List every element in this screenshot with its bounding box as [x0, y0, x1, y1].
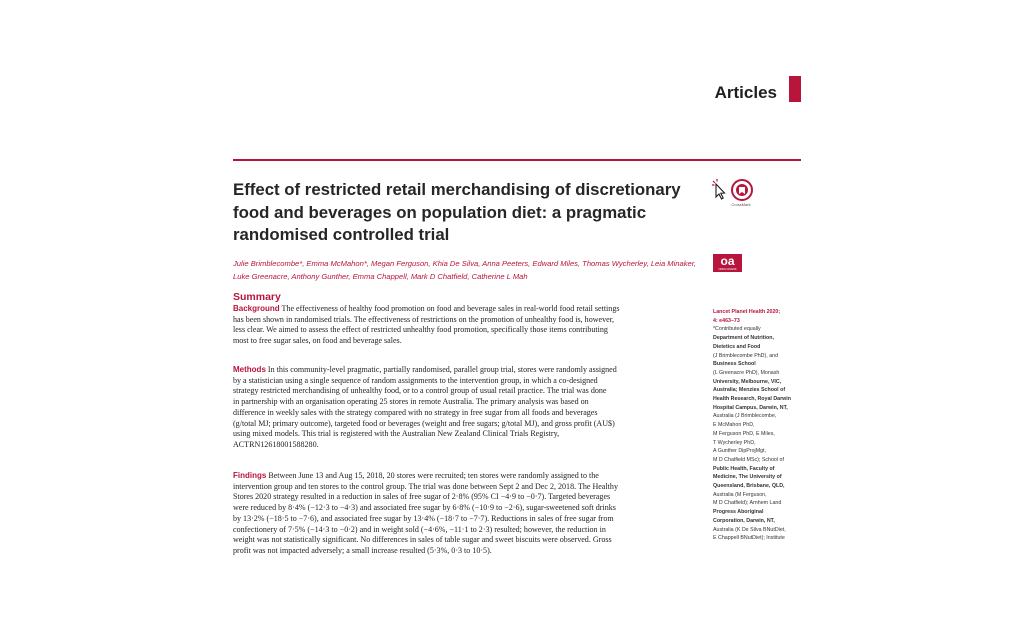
- citation-line: Lancet Planet Health 2020;: [713, 309, 781, 315]
- findings-heading: Findings: [233, 471, 267, 480]
- findings-line: intervention group and ten stores to the control group. The trial was done between Sept 2 and Dec 2, 2018. The Healthy: [233, 481, 618, 491]
- methods-line: strategy restricted merchandising of unhealthy food, or to a control group of usual retail practice. The trial was done: [233, 386, 607, 396]
- affiliations: [713, 334, 808, 543]
- affiliation-line: Dietetics and Food: [713, 343, 761, 350]
- findings-line: confectionery of 7·5% (−14·3 to −0·2) and in weight sold (−4·6%, −11·1 to 2·3) resulted; however, the reduction in: [233, 524, 606, 534]
- open-access-label: oa: [720, 254, 735, 268]
- affiliation-line: M D Chatfield MSc); School of: [713, 456, 784, 463]
- methods-text: In this community-level pragmatic, partially randomised, parallel group trial, stores were randomly assigned: [265, 365, 617, 374]
- methods-line: difference in weekly sales with the strategy compared with no strategy in free sugar from all foods and beverages: [233, 407, 598, 417]
- citation-line: 4: e463–73: [713, 317, 740, 324]
- findings-line: weight was not statistically significant. No differences in sales of table sugar and sweet biscuits were observed. Gross: [233, 535, 612, 545]
- methods-line-1: [233, 365, 705, 376]
- affiliation-line: E McMahon PhD,: [713, 422, 755, 429]
- affiliation-line: University, Melbourne, VIC,: [713, 378, 782, 385]
- sidebar: [713, 308, 808, 543]
- affiliation-line: (L Greenacre PhD), Monash: [713, 369, 780, 376]
- affiliation-line: Australia (J Brimblecombe,: [713, 413, 777, 420]
- affiliation-line: Australia (M Ferguson,: [713, 491, 767, 498]
- title-line: Effect of restricted retail merchandising of discretionary: [233, 180, 681, 199]
- article-title: [233, 179, 688, 247]
- findings-section: [233, 471, 705, 557]
- background-line: most to free sugar sales, on food and beverage sales.: [233, 336, 402, 346]
- affiliation-line: Medicine, The University of: [713, 474, 782, 481]
- open-access-sublabel: OPEN ACCESS: [718, 268, 737, 271]
- affiliation-line: E Chappell BNutDiet); Institute: [713, 535, 785, 542]
- background-section: [233, 304, 705, 347]
- findings-line: profit was not impacted adversely; a small increase resulted (5·3%, 0·3 to 10·5).: [233, 545, 492, 555]
- findings-line: by 13·2% (−18·5 to −7·6), and associated free sugar by 13·4% (−18·7 to −7·7). Reductions in sales of free sugar from: [233, 513, 614, 523]
- methods-section: [233, 365, 705, 451]
- affiliation-line: Health Research, Royal Darwin: [713, 396, 792, 403]
- affiliation-line: T Wycherley PhD,: [713, 439, 756, 446]
- journal-citation: [713, 308, 808, 325]
- summary-heading: Summary: [233, 291, 281, 303]
- affiliation-line: M D Chatfield); Arnhem Land: [713, 500, 782, 507]
- title-line: randomised controlled trial: [233, 225, 450, 244]
- methods-line: in partnership with an organisation operating 25 stores in remote Australia. The primary analysis was based on: [233, 397, 589, 407]
- affiliation-line: Hospital Campus, Darwin, NT,: [713, 404, 788, 411]
- affiliation-line: Department of Nutrition,: [713, 335, 774, 342]
- methods-line: by a statistician using a single sequence of random assignments to the intervention group, in which a co-designed: [233, 375, 598, 385]
- methods-heading: Methods: [233, 365, 266, 374]
- affiliation-line: Business School: [713, 361, 756, 368]
- findings-text: Between June 13 and Aug 15, 2018, 20 stores were recruited; ten stores were randomly assigned to the: [266, 471, 599, 480]
- affiliation-line: Australia (K De Silva BNutDiet,: [713, 526, 786, 533]
- background-text: The effectiveness of healthy food promotion on food and beverage sales in real-world food retail settings: [279, 304, 620, 313]
- affiliation-line: M Ferguson PhD, E Miles,: [713, 430, 775, 437]
- methods-line: ACTRN12618001588280.: [233, 439, 319, 449]
- affiliation-line: A Gunther DipProjMgt,: [713, 448, 766, 455]
- findings-line: were reduced by 8·4% (−12·3 to −4·3) and associated free sugar by 6·8% (−10·9 to −2·6), sugar-sweetened soft drinks: [233, 503, 616, 513]
- background-line: less clear. We aimed to assess the effect of restricted unhealthy food promotion, specifically those items contributing: [233, 325, 608, 335]
- journal-section-label: Articles: [714, 83, 777, 102]
- affiliation-line: Corporation, Darwin, NT,: [713, 517, 775, 524]
- header-accent-block: [789, 76, 801, 102]
- affiliation-line: (J Brimblecombe PhD), and: [713, 352, 779, 359]
- header-divider: [233, 159, 801, 161]
- author-line: Luke Greenacre, Anthony Gunther, Emma Chappell, Mark D Chatfield, Catherine L Mah: [233, 271, 528, 281]
- findings-line-1: [233, 471, 705, 482]
- findings-line: Stores 2020 strategy resulted in a reduction in sales of free sugar of 2·8% (95% CI −4·9 to −0·7). Targeted beverages: [233, 492, 611, 502]
- affiliation-line: Progress Aboriginal: [713, 509, 764, 516]
- crossmark-caption: CrossMark: [731, 202, 751, 207]
- open-access-badge[interactable]: [713, 254, 742, 272]
- author-line: Julie Brimblecombe*, Emma McMahon*, Megan Ferguson, Khia De Silva, Anna Peeters, Edward Miles, Thomas Wycherley, Leia Minaker,: [233, 259, 696, 268]
- affiliation-line: Public Health, Faculty of: [713, 465, 775, 472]
- methods-line: using mixed models. This trial is registered with the Australian New Zealand Clinical Trials Registry,: [233, 429, 560, 439]
- background-line-1: [233, 304, 705, 315]
- author-list: [233, 258, 703, 283]
- background-line: has been shown in randomised trials. The effectiveness of restrictions on the promotion of unhealthy food is, however,: [233, 314, 615, 324]
- affiliation-line: Australia; Menzies School of: [713, 387, 786, 394]
- affiliation-line: Queensland, Brisbane, QLD,: [713, 483, 785, 490]
- methods-line: (g/total MJ; primary outcome), targeted food or beverages (weight and free sugars; g/total MJ), and gross profit (AU$): [233, 418, 615, 428]
- title-line: food and beverages on population diet: a pragmatic: [233, 202, 647, 222]
- background-heading: Background: [233, 304, 280, 313]
- contributed-note: *Contributed equally: [713, 326, 761, 333]
